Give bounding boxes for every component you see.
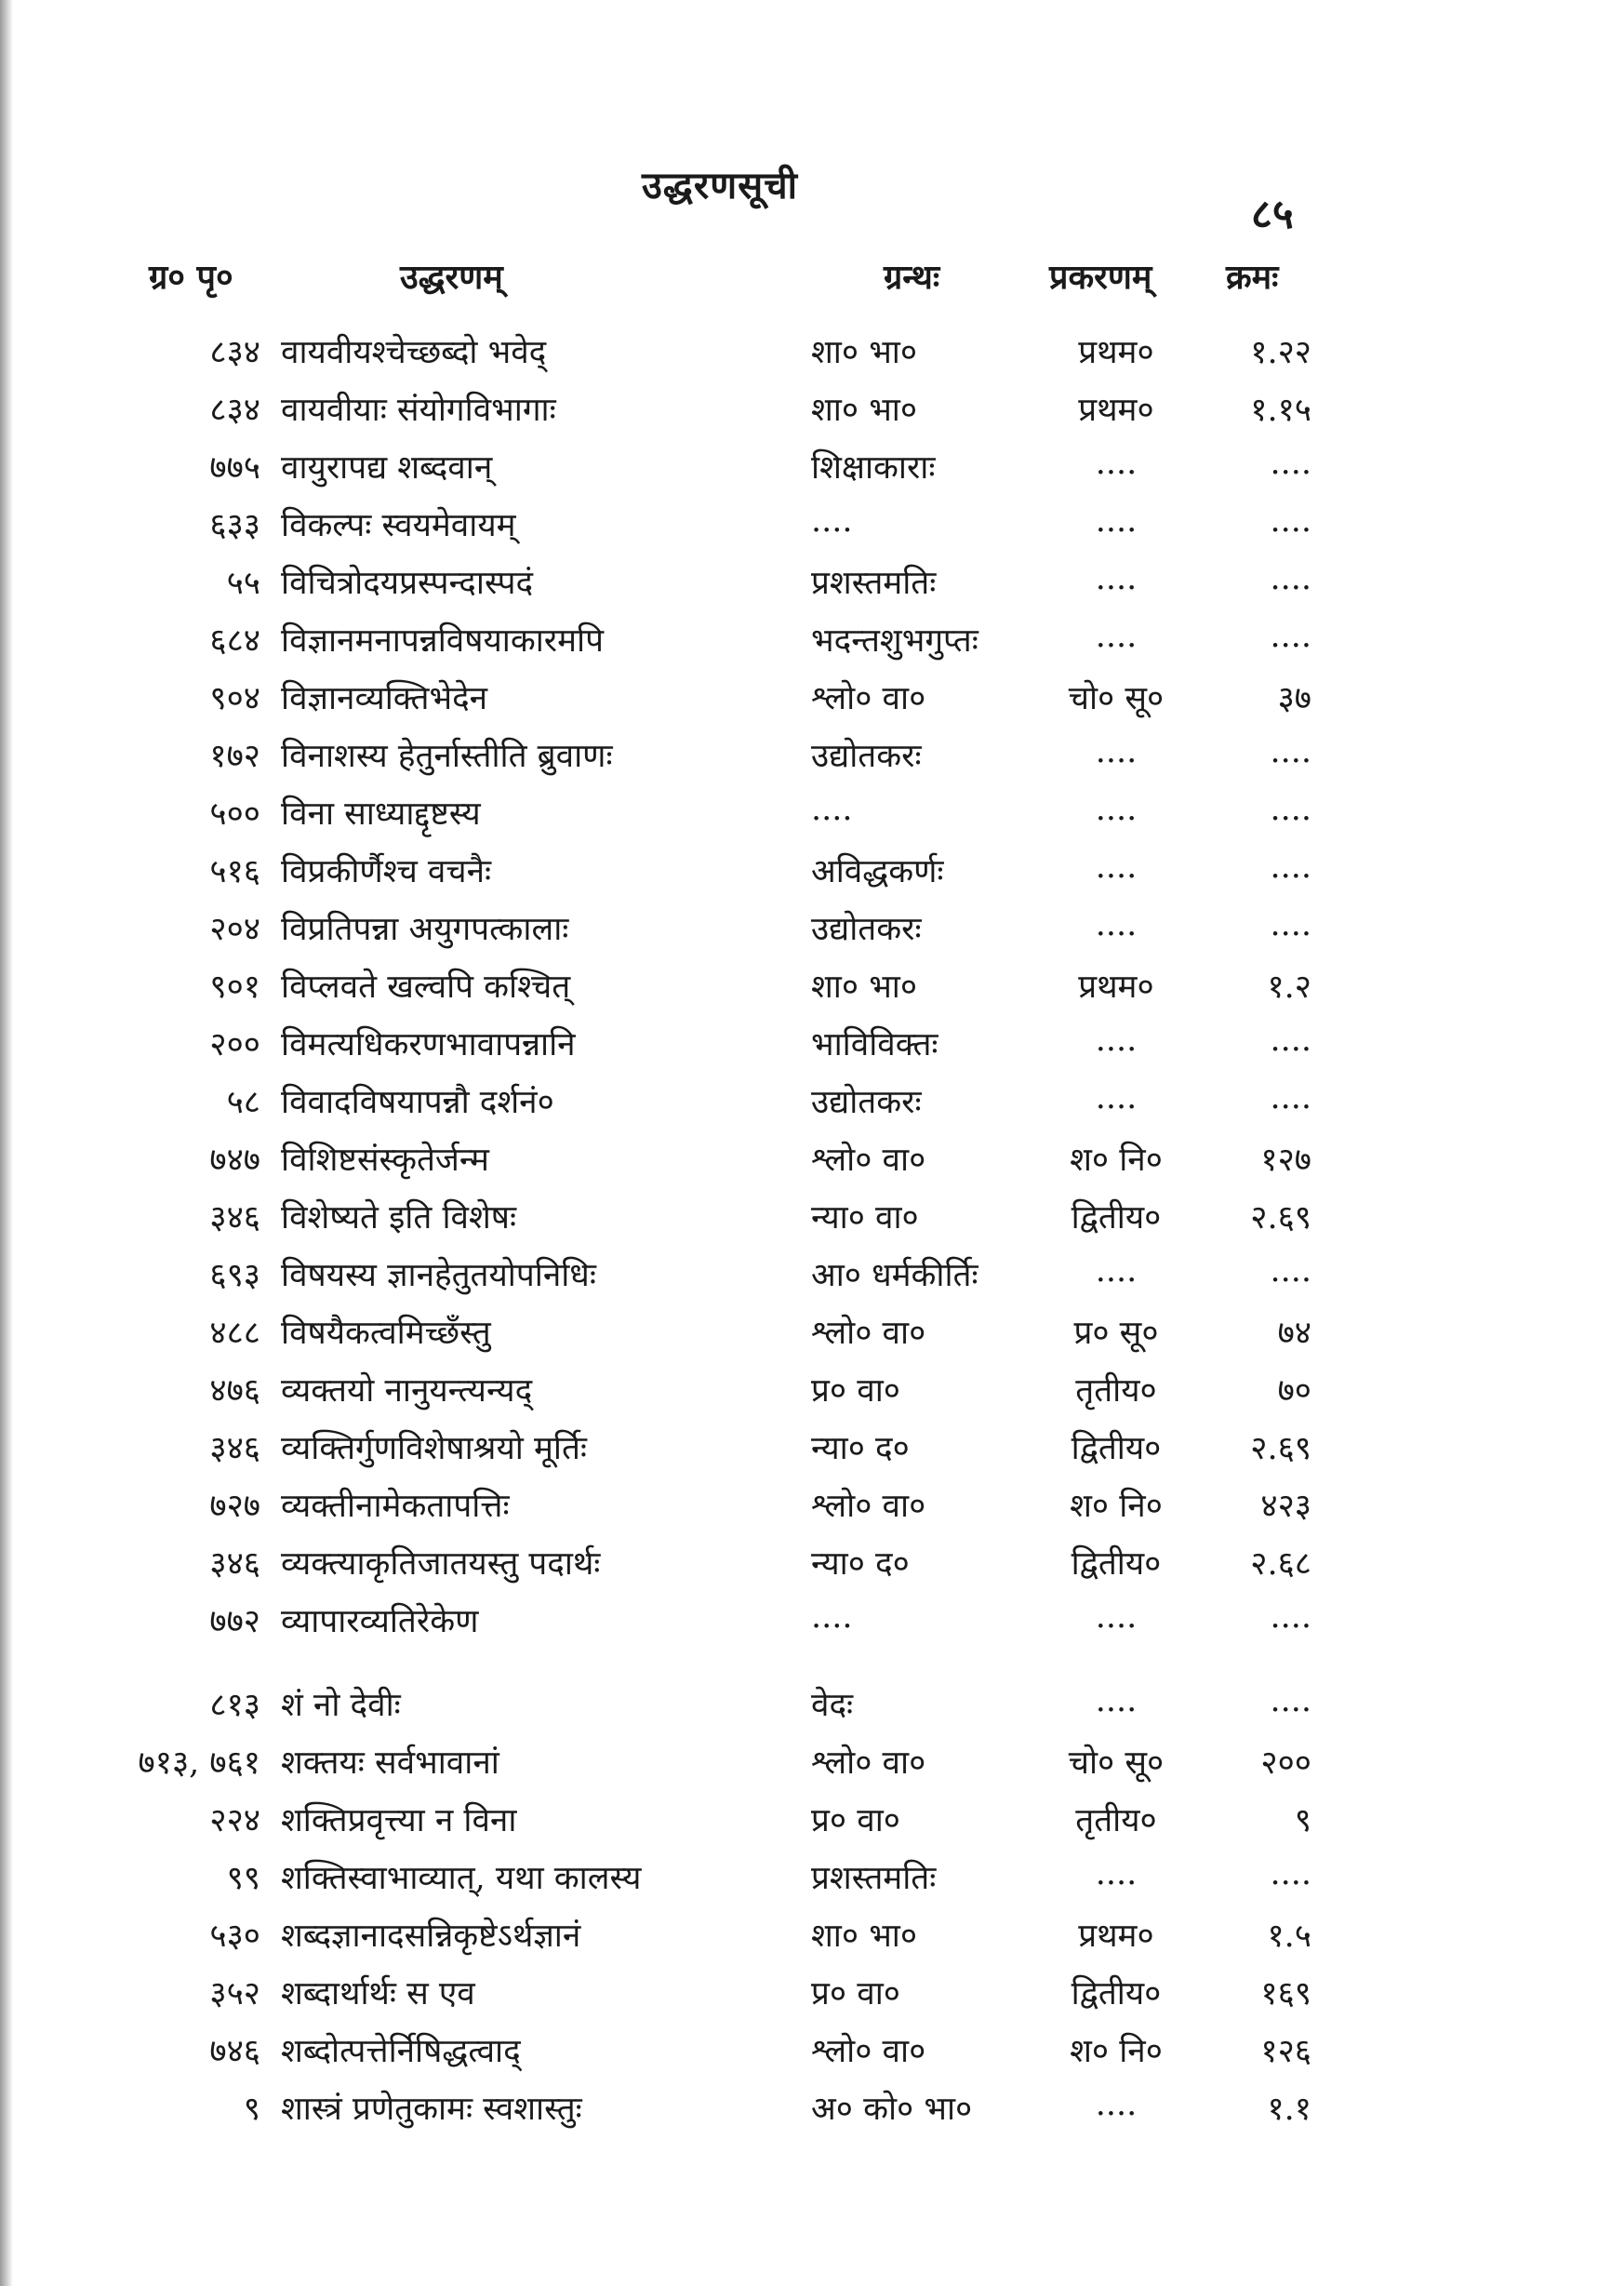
kram-cell: ७४	[1277, 1315, 1311, 1352]
prakaran-cell: प्रथम०	[1078, 969, 1154, 1006]
quote-cell: विना साध्याद्दृष्टस्य	[281, 795, 481, 833]
granth-cell: न्या० द०	[811, 1545, 910, 1583]
table-row	[0, 612, 1624, 670]
quote-cell: विषयैकत्वमिच्छँस्तु	[281, 1315, 491, 1352]
page-number-cell: ७४७	[209, 1142, 260, 1179]
prakaran-cell: ....	[1095, 791, 1138, 828]
table-row	[0, 2023, 1624, 2080]
page-number-cell: १७२	[209, 738, 260, 775]
kram-cell: १.२	[1267, 969, 1311, 1006]
prakaran-cell: श० नि०	[1070, 1488, 1163, 1525]
granth-cell: श्लो० वा०	[811, 1745, 926, 1782]
table-row	[0, 1965, 1624, 2023]
granth-cell: श्लो० वा०	[811, 1315, 926, 1352]
kram-cell: १.२२	[1250, 334, 1311, 371]
prakaran-cell: ....	[1095, 618, 1138, 655]
prakaran-cell: ....	[1095, 1855, 1138, 1892]
table-row	[0, 1907, 1624, 1965]
prakaran-cell: द्वितीय०	[1071, 1975, 1162, 2012]
table-row	[0, 1535, 1624, 1593]
kram-cell: २.६९	[1250, 1199, 1311, 1237]
granth-cell: न्या० वा०	[811, 1199, 919, 1237]
quote-cell: विमत्यधिकरणभावापन्नानि	[281, 1026, 576, 1063]
kram-cell: १६९	[1260, 1975, 1311, 2012]
granth-cell: प्र० वा०	[811, 1372, 900, 1410]
page-number-cell: ८१३	[209, 1687, 260, 1724]
kram-cell: २.६८	[1250, 1545, 1311, 1583]
table-row	[0, 670, 1624, 728]
column-header-kram: क्रमः	[1226, 258, 1279, 297]
prakaran-cell: प्रथम०	[1078, 392, 1154, 429]
prakaran-cell: ....	[1095, 733, 1138, 770]
page-number-cell: ५८	[226, 1084, 260, 1121]
prakaran-cell: द्वितीय०	[1071, 1545, 1162, 1583]
kram-cell: १.५	[1267, 1918, 1311, 1955]
page-number-cell: ६३३	[209, 507, 260, 544]
kram-cell: ४२३	[1260, 1488, 1311, 1525]
granth-cell: ....	[811, 1598, 853, 1636]
prakaran-cell: ....	[1095, 560, 1138, 597]
granth-cell: उद्योतकरः	[811, 738, 922, 775]
table-row	[0, 1792, 1624, 1850]
kram-cell: ....	[1270, 502, 1311, 540]
prakaran-cell: ....	[1095, 906, 1138, 943]
page-number: ८५	[1251, 191, 1294, 238]
page-number-cell: ५००	[209, 795, 260, 833]
granth-cell: शिक्षाकाराः	[811, 449, 936, 487]
page-number-cell: ७२७	[209, 1488, 260, 1525]
granth-cell: अविद्धकर्णः	[811, 853, 944, 890]
page-number-cell: ७४६	[209, 2033, 260, 2070]
kram-cell: ....	[1270, 791, 1311, 828]
quote-cell: व्यक्तीनामेकतापत्तिः	[281, 1488, 510, 1525]
kram-cell: ९	[1294, 1802, 1311, 1839]
table-row	[0, 1677, 1624, 1734]
granth-cell: श्लो० वा०	[811, 2033, 926, 2070]
kram-cell: १.१	[1267, 2091, 1311, 2128]
granth-cell: भाविविक्तः	[811, 1026, 938, 1063]
kram-cell: २.६९	[1250, 1430, 1311, 1467]
table-row	[0, 958, 1624, 1016]
page-number-cell: ३४६	[209, 1430, 260, 1467]
prakaran-cell: ....	[1095, 1598, 1138, 1636]
quotation-index-table	[0, 324, 1624, 2138]
quote-cell: शक्तिप्रवृत्त्या न विना	[281, 1802, 517, 1839]
page-number-cell: ९९	[226, 1860, 260, 1897]
granth-cell: ....	[811, 791, 853, 828]
table-row	[0, 1420, 1624, 1477]
quote-cell: व्यापारव्यतिरेकेण	[281, 1603, 479, 1640]
prakaran-cell: चो० सू०	[1068, 680, 1165, 717]
table-row	[0, 728, 1624, 785]
table-row	[0, 785, 1624, 843]
page-number-cell: ७१३, ७६१	[138, 1745, 260, 1782]
quote-cell: शब्दार्थार्थः स एव	[281, 1975, 475, 2012]
table-row	[0, 1304, 1624, 1362]
table-row	[0, 843, 1624, 901]
kram-cell: ....	[1270, 733, 1311, 770]
table-row	[0, 1362, 1624, 1420]
kram-cell: ....	[1270, 1252, 1311, 1290]
prakaran-cell: चो० सू०	[1068, 1745, 1165, 1782]
page-number-cell: ६९३	[209, 1257, 260, 1294]
quote-cell: वायवीयश्चेच्छब्दो भवेद्	[281, 334, 547, 371]
granth-cell: शा० भा०	[811, 334, 918, 371]
column-header-prakaran: प्रकरणम्	[1049, 258, 1152, 297]
granth-cell: श्लो० वा०	[811, 680, 926, 717]
quote-cell: शब्दज्ञानादसन्निकृष्टेऽर्थज्ञानं	[281, 1918, 581, 1955]
quote-cell: शब्दोत्पत्तेर्निषिद्धत्वाद्	[281, 2033, 521, 2070]
table-row	[0, 1477, 1624, 1535]
page-number-cell: ४७६	[209, 1372, 260, 1410]
kram-cell: ....	[1270, 1079, 1311, 1116]
page-number-cell: २००	[209, 1026, 260, 1063]
kram-cell: ....	[1270, 560, 1311, 597]
kram-cell: २००	[1260, 1745, 1311, 1782]
prakaran-cell: द्वितीय०	[1071, 1430, 1162, 1467]
kram-cell: ....	[1270, 445, 1311, 482]
prakaran-cell: ....	[1095, 2086, 1138, 2123]
page-number-cell: ७७५	[209, 449, 260, 487]
prakaran-cell: तृतीय०	[1075, 1802, 1157, 1839]
kram-cell: १.१५	[1250, 392, 1311, 429]
prakaran-cell: ....	[1095, 849, 1138, 886]
quote-cell: विशेष्यते इति विशेषः	[281, 1199, 517, 1237]
table-row	[0, 1074, 1624, 1131]
quote-cell: शास्त्रं प्रणेतुकामः स्वशास्तुः	[281, 2091, 582, 2128]
kram-cell: ....	[1270, 618, 1311, 655]
kram-cell: ....	[1270, 849, 1311, 886]
prakaran-cell: तृतीय०	[1075, 1372, 1157, 1410]
table-row	[0, 1850, 1624, 1907]
prakaran-cell: ....	[1095, 502, 1138, 540]
quote-cell: विवादविषयापन्नौ दर्शनं०	[281, 1084, 554, 1121]
page-number-cell: ६८४	[209, 622, 260, 660]
table-row	[0, 439, 1624, 497]
table-row	[0, 1016, 1624, 1074]
granth-cell: शा० भा०	[811, 969, 918, 1006]
page-number-cell: ५५	[226, 565, 260, 602]
granth-cell: ....	[811, 502, 853, 540]
prakaran-cell: प्रथम०	[1078, 1918, 1154, 1955]
granth-cell: प्र० वा०	[811, 1802, 900, 1839]
quote-cell: शक्तयः सर्वभावानां	[281, 1745, 499, 1782]
prakaran-cell: ....	[1095, 1682, 1138, 1719]
table-row	[0, 381, 1624, 439]
kram-cell: १२७	[1260, 1142, 1311, 1179]
kram-cell: ....	[1270, 1598, 1311, 1636]
kram-cell: ....	[1270, 1682, 1311, 1719]
granth-cell: उद्योतकरः	[811, 911, 922, 948]
page-number-cell: ३५२	[209, 1975, 260, 2012]
quote-cell: व्यक्त्याकृतिजातयस्तु पदार्थः	[281, 1545, 601, 1583]
quote-cell: विज्ञानमनापन्नविषयाकारमपि	[281, 622, 604, 660]
quote-cell: विनाशस्य हेतुर्नास्तीति ब्रुवाणः	[281, 738, 613, 775]
page-number-cell: ८३४	[209, 392, 260, 429]
column-header-granth: ग्रन्थः	[884, 258, 940, 297]
granth-cell: शा० भा०	[811, 392, 918, 429]
page-number-cell: २२४	[209, 1802, 260, 1839]
kram-cell: ....	[1270, 1022, 1311, 1059]
table-row	[0, 324, 1624, 381]
table-row	[0, 1131, 1624, 1189]
quote-cell: विज्ञानव्यक्तिभेदेन	[281, 680, 488, 717]
prakaran-cell: श० नि०	[1070, 2033, 1163, 2070]
kram-cell: १२६	[1260, 2033, 1311, 2070]
page-number-cell: ३४६	[209, 1199, 260, 1237]
page-number-cell: ९०४	[209, 680, 260, 717]
granth-cell: आ० धर्मकीर्तिः	[811, 1257, 978, 1294]
column-header-quote: उद्धरणम्	[400, 258, 503, 297]
granth-cell: भदन्तशुभगुप्तः	[811, 622, 978, 660]
quote-cell: शक्तिस्वाभाव्यात्, यथा कालस्य	[281, 1860, 642, 1897]
quote-cell: विशिष्टसंस्कृतेर्जन्म	[281, 1142, 489, 1179]
page-number-cell: ३४६	[209, 1545, 260, 1583]
granth-cell: श्लो० वा०	[811, 1488, 926, 1525]
quote-cell: विप्रकीर्णैश्च वचनैः	[281, 853, 492, 890]
granth-cell: उद्योतकरः	[811, 1084, 922, 1121]
prakaran-cell: प्र० सू०	[1073, 1315, 1159, 1352]
kram-cell: ३७	[1277, 680, 1311, 717]
quote-cell: वायवीयाः संयोगविभागाः	[281, 392, 556, 429]
granth-cell: प्रशस्तमतिः	[811, 1860, 937, 1897]
table-row	[0, 1189, 1624, 1247]
page-number-cell: २०४	[209, 911, 260, 948]
kram-cell: ७०	[1277, 1372, 1311, 1410]
table-row	[0, 1247, 1624, 1304]
prakaran-cell: ....	[1095, 445, 1138, 482]
kram-cell: ....	[1270, 1855, 1311, 1892]
table-header	[0, 253, 1624, 309]
prakaran-cell: द्वितीय०	[1071, 1199, 1162, 1237]
page-number-cell: ८३४	[209, 334, 260, 371]
granth-cell: वेदः	[811, 1687, 854, 1724]
prakaran-cell: ....	[1095, 1252, 1138, 1290]
granth-cell: प्र० वा०	[811, 1975, 900, 2012]
granth-cell: शा० भा०	[811, 1918, 918, 1955]
quote-cell: वायुरापद्य शब्दवान्	[281, 449, 493, 487]
quote-cell: विचित्रोदयप्रस्पन्दास्पदं	[281, 565, 534, 602]
kram-cell: ....	[1270, 906, 1311, 943]
quote-cell: विप्रतिपन्ना अयुगपत्कालाः	[281, 911, 569, 948]
prakaran-cell: ....	[1095, 1022, 1138, 1059]
table-row	[0, 2080, 1624, 2138]
quote-cell: व्यक्तयो नानुयन्त्यन्यद्	[281, 1372, 533, 1410]
page-number-cell: ९०१	[209, 969, 260, 1006]
table-row	[0, 1593, 1624, 1651]
granth-cell: श्लो० वा०	[811, 1142, 926, 1179]
quote-cell: व्यक्तिर्गुणविशेषाश्रयो मूर्तिः	[281, 1430, 587, 1467]
page-number-cell: ९	[243, 2091, 260, 2128]
quote-cell: विकल्पः स्वयमेवायम्	[281, 507, 516, 544]
table-row	[0, 497, 1624, 555]
granth-cell: न्या० द०	[811, 1430, 910, 1467]
page-number-cell: ४८८	[209, 1315, 260, 1352]
quote-cell: विषयस्य ज्ञानहेतुतयोपनिधिः	[281, 1257, 596, 1294]
page-number-cell: ५१६	[209, 853, 260, 890]
prakaran-cell: ....	[1095, 1079, 1138, 1116]
quote-cell: विप्लवते खल्वपि कश्चित्	[281, 969, 571, 1006]
prakaran-cell: प्रथम०	[1078, 334, 1154, 371]
table-row	[0, 555, 1624, 612]
column-header-page: ग्र० पृ०	[149, 258, 233, 297]
table-row	[0, 901, 1624, 958]
page-number-cell: ५३०	[209, 1918, 260, 1955]
quote-cell: शं नो देवीः	[281, 1687, 401, 1724]
granth-cell: अ० को० भा०	[811, 2091, 973, 2128]
granth-cell: प्रशस्तमतिः	[811, 565, 937, 602]
page-number-cell: ७७२	[209, 1603, 260, 1640]
page-title: उद्धरणसूची	[642, 164, 798, 207]
prakaran-cell: श० नि०	[1070, 1142, 1163, 1179]
table-row	[0, 1734, 1624, 1792]
